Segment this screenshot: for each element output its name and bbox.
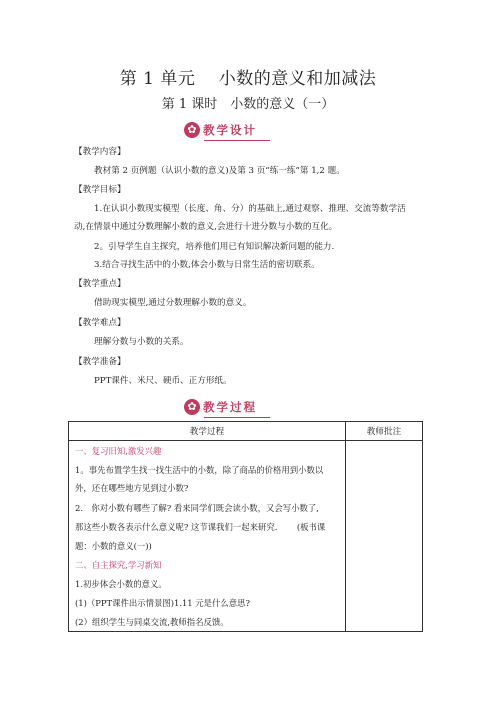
banner-label: 教学设计 [203, 123, 257, 137]
prep-text: PPT课件、米尺、硬币、正方形纸。 [94, 376, 232, 386]
flower-icon: ✿ [184, 122, 200, 138]
lesson-subtitle: 第 1 课时 小数的意义（一） [161, 97, 335, 112]
goal-1-line-1: 1.在认识小数现实模型（长度、角、分）的基础上,通过观察、推理、交流等数学活 [94, 204, 406, 214]
difficulty-text: 理解分数与小数的关系。 [94, 337, 189, 347]
unit-title: 第 1 单元 小数的意义和加减法 [119, 69, 377, 89]
process-line: 外，还在哪些地方见到过小数? [75, 483, 189, 493]
process-line: 那这些小数各表示什么意义呢? 这节课我们一起来研究. (板书课 [75, 522, 326, 532]
column-divider [345, 422, 346, 631]
process-line: 二、自主探究,学习新知 [75, 560, 162, 570]
key-heading: 【教学重点】 [74, 279, 126, 289]
process-line: (1)（PPT课件出示情景图)1.11 元是什么意思? [75, 598, 251, 608]
goal-2: 2。引导学生自主探究，培养他们用已有知识解决新问题的能力. [94, 242, 335, 252]
flower-icon: ✿ [184, 399, 200, 415]
goal-3: 3.结合寻找生活中的小数,体会小数与日常生活的密切联系。 [94, 260, 320, 270]
header-notes: 教师批注 [366, 427, 402, 437]
teaching-design-banner [184, 121, 262, 139]
process-line: (2）组织学生与同桌交流,教师指名反馈。 [75, 617, 229, 627]
goal-1-line-2: 动,在情景中通过分数理解小数的意义,会进行十进分数与小数的互化。 [74, 222, 338, 232]
banner-underline [204, 140, 270, 141]
banner-label: 教学过程 [203, 400, 257, 414]
key-text: 借助现实模型,通过分数理解小数的意义。 [94, 298, 252, 308]
process-line: 1.初步体会小数的意义。 [75, 579, 167, 589]
process-line: 1。事先布置学生找一找生活中的小数，除了商品的价格用到小数以 [75, 465, 324, 475]
prep-heading: 【教学准备】 [74, 357, 126, 367]
process-table [68, 421, 423, 632]
teaching-process-banner [184, 398, 262, 416]
process-line: 2. 你对小数有哪些了解? 看来同学们既会读小数，又会写小数了, [75, 503, 319, 513]
goals-heading: 【教学目标】 [74, 185, 126, 195]
process-line: 一、复习旧知,激发兴趣 [75, 446, 162, 456]
process-line: 题：小数的意义(一)) [75, 541, 152, 551]
content-text: 教材第 2 页例题（认识小数的意义)及第 3 页“练一练”第 1,2 题。 [94, 166, 345, 176]
banner-underline [204, 417, 270, 418]
content-heading: 【教学内容】 [74, 147, 126, 157]
difficulty-heading: 【教学难点】 [74, 318, 126, 328]
header-process: 教学过程 [189, 427, 225, 437]
header-divider [69, 440, 422, 441]
